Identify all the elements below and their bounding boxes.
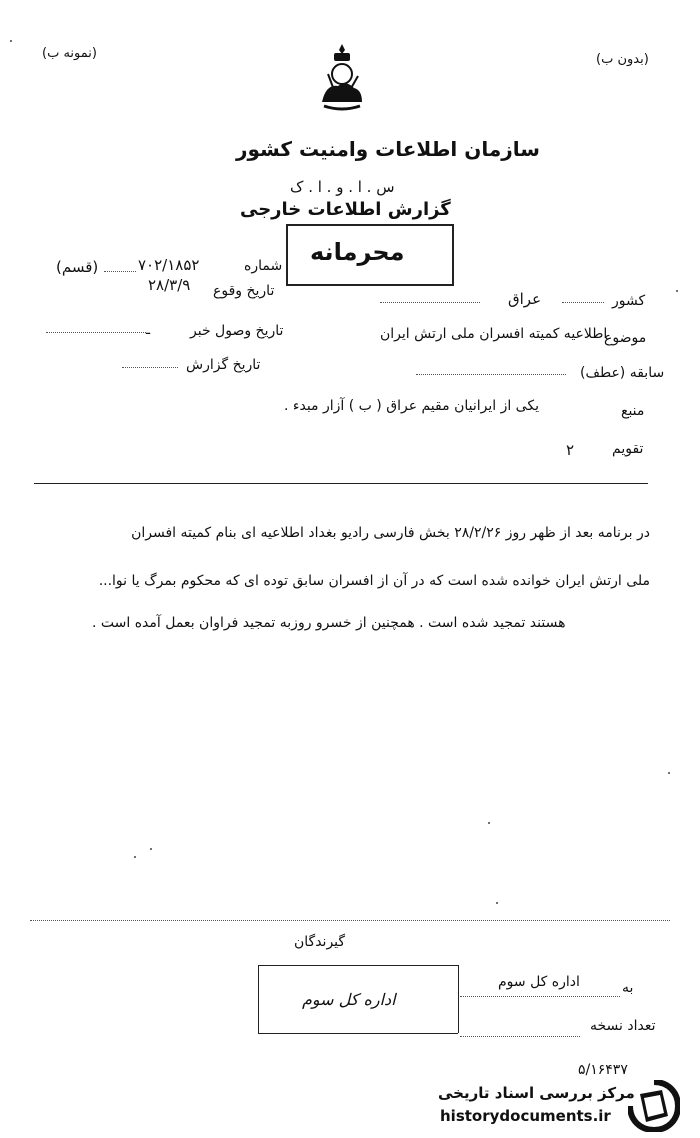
archive-logo-icon — [628, 1080, 680, 1132]
body-line-1: در برنامه بعد از ظهر روز ۲۸/۲/۲۶ بخش فارسی رادیو بغداد اطلاعیه ای بنام کمیته افسران — [131, 525, 650, 541]
news-receipt-date-label: تاریخ وصول خبر — [190, 323, 284, 339]
watermark-site-name: مرکز بررسی اسناد تاریخی — [438, 1084, 635, 1102]
field-label-source: منبع — [621, 403, 645, 419]
report-date-label: تاریخ گزارش — [186, 357, 261, 373]
top-right-tag: (بدون ب) — [596, 52, 649, 67]
field-label-evaluation: تقویم — [612, 441, 644, 457]
event-date-value: ۲۸/۳/۹ — [148, 276, 191, 294]
document-page: (نمونه ب) (بدون ب) سازمان اطلاعات وامنیت کشور س . ا . و . ا . ک گزارش اطلاعات خارجی محرمانه (قسم) ۷۰۲/۱۸۵۲ شماره ۲۸/۳/۹ تاریخ وقوع ـ تاریخ وصول خبر تاریخ گزارش کشور عراق موضوع اطلاعیه کمیته افسران ملی ارتش ایران سابقه (عطف) منبع یکی از ایرانیان مقیم عراق ( ب ) آزار مبدء . تقویم ۲ در برنامه بعد از ظهر روز ۲۸/۲/۲۶ بخش فارسی رادیو بغداد اطلاعیه ای بنام کمیته افسران ملی ارتش ایران خوانده شده است که در آن از افسران سابق توده ای که محکوم بمرگ یا نوا... هستند تمجید شده است . همچنین از خسرو روزبه تمجید فراوان بعمل آمده است . گیرندگان اداره کل سوم اداره کل سوم به تعداد نسخه ۵/۱۶۴۳۷ مرکز بررسی اسناد تاریخی historydocuments.ir — [0, 0, 700, 1138]
field-value-subject: اطلاعیه کمیته افسران ملی ارتش ایران — [380, 326, 608, 342]
field-label-country: کشور — [612, 293, 646, 309]
number-value: ۷۰۲/۱۸۵۲ — [138, 256, 200, 274]
organization-code: س . ا . و . ا . ک — [290, 178, 395, 196]
to-value: اداره کل سوم — [498, 974, 580, 990]
field-value-country: عراق — [508, 290, 542, 308]
top-left-tag: (نمونه ب) — [42, 46, 97, 61]
to-prefix: به — [622, 980, 634, 996]
recipients-label: گیرندگان — [294, 934, 346, 950]
number-label: شماره — [244, 258, 283, 274]
field-value-evaluation: ۲ — [566, 441, 575, 459]
classification-label: محرمانه — [310, 238, 405, 266]
number-suffix: (قسم) — [56, 258, 99, 276]
classification-stamp — [286, 224, 454, 286]
body-line-2: ملی ارتش ایران خوانده شده است که در آن از افسران سابق توده ای که محکوم بمرگ یا نوا... — [98, 573, 650, 589]
field-label-subject: موضوع — [604, 330, 647, 346]
event-date-label: تاریخ وقوع — [213, 283, 275, 299]
body-line-3: هستند تمجید شده است . همچنین از خسرو روزبه تمجید فراوان بعمل آمده است . — [92, 615, 566, 631]
lion-and-sun-emblem — [312, 44, 372, 114]
organization-title: سازمان اطلاعات وامنیت کشور — [236, 137, 540, 161]
field-value-source: یکی از ایرانیان مقیم عراق ( ب ) آزار مبدء . — [284, 398, 539, 414]
handwritten-recipient: اداره کل سوم — [302, 990, 396, 1009]
field-label-reference: سابقه (عطف) — [580, 365, 665, 381]
copies-label: تعداد نسخه — [590, 1018, 656, 1034]
watermark-site-url: historydocuments.ir — [440, 1107, 611, 1125]
report-type: گزارش اطلاعات خارجی — [240, 199, 451, 220]
file-number: ۵/۱۶۴۳۷ — [578, 1062, 628, 1078]
